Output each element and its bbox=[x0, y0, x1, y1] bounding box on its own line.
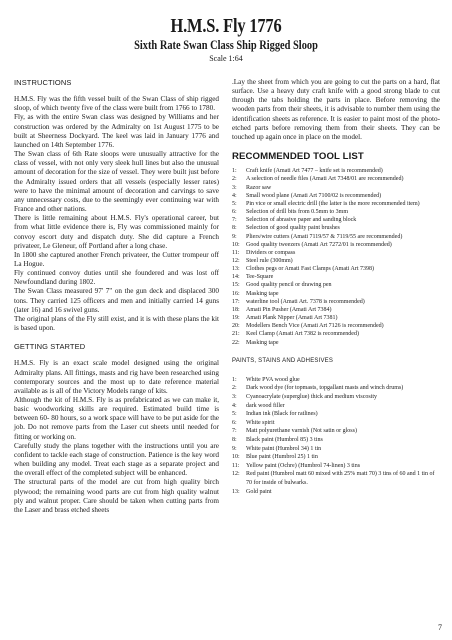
list-item bbox=[232, 241, 440, 249]
list-item bbox=[232, 453, 440, 462]
paragraph: The structural parts of the model are cut from high quality birch plywood; the remaining wood parts are cut from high quality walnut ply and walnut proper. Care should be taken when cutting parts from the Laser and brass etched sheets bbox=[14, 478, 219, 514]
list-item-number: 3: bbox=[232, 394, 237, 401]
list-item bbox=[232, 427, 440, 436]
list-item bbox=[232, 273, 440, 281]
list-item bbox=[232, 402, 440, 411]
paragraph: .Lay the sheet from which you are going to cut the parts on a hard, flat surface. Use a heavy duty craft knife with a good strong blade to cut through the tabs holding the parts in place. Before removing the wooden parts from their sheets, it is advisable to number them using the identification sheets as reference. It is easier to paint most of the photo-etched parts before removing them from their sheets. They can be touched up again once in place on the model. bbox=[232, 78, 440, 141]
list-item-text: Matt polyurethane varnish (Not satin or gloss) bbox=[246, 428, 357, 435]
paragraph: H.M.S. Fly is an exact scale model designed using the original Admiralty plans. All fittings, masts and rig have been researched using contemporary sources and the most up to date reference material available as is all of the Victory Models range of kits. bbox=[14, 359, 219, 395]
list-item-number: 6: bbox=[232, 419, 237, 426]
list-item-text: Red paint (Humbrol matt 60 mixed with 25% matt 70) 3 tins of 60 and 1 tin of 70 for inside of bulwarks. bbox=[246, 471, 435, 486]
list-item-number: 1: bbox=[232, 168, 237, 175]
paragraph: Carefully study the plans together with the instructions until you are confident to tackle each stage of construction. Patience is the key word when building any model. Treat each stage as a separate project and the overall effect of the completed subject will be enhanced. bbox=[14, 441, 219, 478]
list-item bbox=[232, 200, 440, 208]
list-item-number: 18: bbox=[232, 306, 240, 313]
list-item-text: White paint (Humbrol 34) 1 tin bbox=[246, 445, 322, 452]
page-subtitle: Sixth Rate Swan Class Ship Rigged Sloop bbox=[134, 37, 318, 52]
list-item bbox=[232, 233, 440, 241]
list-item-number: 13: bbox=[232, 266, 240, 273]
page-number: 7 bbox=[438, 623, 442, 632]
list-item-number: 17: bbox=[232, 298, 240, 305]
list-item-number: 15: bbox=[232, 282, 240, 289]
list-item bbox=[232, 216, 440, 224]
list-item bbox=[232, 470, 440, 487]
list-item-number: 13: bbox=[232, 488, 240, 495]
list-item-text: Small wood plane (Amati Art 7100/02 is recommended) bbox=[246, 192, 382, 199]
list-item-number: 2: bbox=[232, 176, 237, 183]
list-item-number: 14: bbox=[232, 274, 240, 281]
list-item bbox=[232, 249, 440, 257]
list-item-text: Cyanoacrylate (superglue) thick and medium viscosity bbox=[246, 394, 378, 401]
paragraph: H.M.S. Fly was the fifth vessel built of the Swan Class of ship rigged sloop, of which twenty five of the class were built from 1766 to 1780. bbox=[14, 95, 219, 113]
list-item bbox=[232, 192, 440, 200]
list-item-number: 11: bbox=[232, 462, 240, 469]
right-column bbox=[232, 78, 440, 496]
list-item-text: Modellers Bench Vice (Amati Art 7126 is recommended) bbox=[246, 323, 384, 330]
list-item-number: 9: bbox=[232, 445, 237, 452]
paragraph: In 1800 she captured another French privateer, the Cutter trompeur off La Hogue. bbox=[14, 250, 219, 268]
list-item bbox=[232, 488, 440, 497]
list-item-text: Amati Plank Nipper (Amati Art 7381) bbox=[246, 315, 338, 322]
paints-heading: PAINTS, STAINS AND ADHESIVES bbox=[232, 357, 334, 364]
list-item-text: Good quality tweezers (Amati Art 7272/01 is recommended) bbox=[246, 241, 392, 248]
list-item-text: White spirit bbox=[246, 419, 275, 426]
list-item-number: 16: bbox=[232, 290, 240, 297]
list-item bbox=[232, 167, 440, 175]
list-item-text: White PVA wood glue bbox=[246, 376, 300, 383]
list-item-text: Gold paint bbox=[246, 488, 272, 495]
list-item-text: Indian ink (Black for ratlines) bbox=[246, 411, 318, 418]
list-item bbox=[232, 306, 440, 314]
list-item bbox=[232, 224, 440, 232]
list-item bbox=[232, 445, 440, 454]
list-item bbox=[232, 175, 440, 183]
list-item-text: Selection of good quality paint brushes bbox=[246, 225, 340, 232]
left-column bbox=[14, 78, 219, 515]
list-item-number: 11: bbox=[232, 249, 240, 256]
list-item bbox=[232, 290, 440, 298]
list-item-number: 2: bbox=[232, 385, 237, 392]
list-item bbox=[232, 298, 440, 306]
list-item-text: A selection of needle files (Amati Art 7348/01 are recommended) bbox=[246, 176, 404, 183]
list-item-text: Dividers or compass bbox=[246, 249, 296, 256]
paragraph: Fly, as with the entire Swan class was designed by Williams and her construction was ordered by the Admiralty on 1st August 1775 to be built at Sheerness Dockyard. The keel was laid in January 1776 and launched on 14th September 1776. bbox=[14, 113, 219, 149]
list-item-text: Pin vice or small electric drill (the latter is the more recommended item) bbox=[246, 200, 420, 207]
list-item-text: Masking tape bbox=[246, 339, 279, 346]
scale-label: Scale 1:64 bbox=[209, 54, 243, 63]
list-item-text: Amati Pin Pusher (Amati Art 7384) bbox=[246, 306, 332, 313]
list-item-text: waterline tool (Amati Art. 7378 is recommended) bbox=[246, 298, 365, 305]
paragraph: Although the kit of H.M.S. Fly is as prefabricated as we can make it, basic woodworking skills are required. Estimated build time is between 60- 80 hours, so a work space will have to be put aside for the job. Do not remove parts from the Laser cut sheets until needed for fitting or working on. bbox=[14, 396, 219, 441]
list-item-text: Selection of abrasive paper and sanding block bbox=[246, 217, 357, 224]
list-item-number: 10: bbox=[232, 454, 240, 461]
list-item-number: 4: bbox=[232, 402, 237, 409]
list-item-text: Black paint (Humbrol 85) 3 tins bbox=[246, 437, 323, 443]
list-item-text: Pliers/wire cutters (Amati 7119/57 & 7119/55 are recommended) bbox=[246, 233, 403, 240]
list-item-number: 1: bbox=[232, 376, 237, 383]
paragraph: There is little remaining about H.M.S. Fly's operational career, but from what little evidence there is, Fly was commissioned mainly for convoy escort duty and dispatch duty. She did capture a French privateer, Le Gleneur, off Portland after a long chase. bbox=[14, 214, 219, 250]
list-item-number: 10: bbox=[232, 241, 240, 248]
list-item-number: 20: bbox=[232, 323, 240, 330]
list-item-text: Tee-Square bbox=[246, 274, 274, 281]
list-item bbox=[232, 462, 440, 471]
list-item-text: Steel rule (300mm) bbox=[246, 257, 293, 264]
paints-list bbox=[232, 376, 440, 496]
page-header bbox=[0, 0, 452, 64]
list-item-text: Blue paint (Humbrol 25) 1 tin bbox=[246, 454, 318, 461]
page-title: H.M.S. Fly 1776 bbox=[170, 15, 282, 37]
getting-started-heading: GETTING STARTED bbox=[14, 342, 86, 352]
tool-list bbox=[232, 167, 440, 346]
list-item bbox=[232, 384, 440, 393]
list-item-number: 21: bbox=[232, 331, 240, 338]
list-item-number: 4: bbox=[232, 192, 237, 199]
list-item-text: Dark wood dye (for topmasts, topgallant masts and winch drums) bbox=[246, 385, 404, 392]
tool-list-heading: RECOMMENDED TOOL LIST bbox=[232, 151, 364, 163]
list-item-text: Good quality pencil or drawing pen bbox=[246, 282, 332, 289]
list-item-number: 3: bbox=[232, 184, 237, 191]
list-item bbox=[232, 436, 440, 445]
paragraph: The original plans of the Fly still exist, and it is with these plans the kit is based upon. bbox=[14, 314, 219, 333]
list-item-text: Razor saw bbox=[246, 184, 272, 191]
list-item-number: 22: bbox=[232, 339, 240, 346]
list-item-text: Selection of drill bits from 0.5mm to 3mm bbox=[246, 209, 348, 216]
list-item-number: 7: bbox=[232, 217, 237, 224]
list-item bbox=[232, 208, 440, 216]
list-item-text: Masking tape bbox=[246, 290, 279, 297]
list-item-number: 5: bbox=[232, 200, 237, 207]
list-item-number: 9: bbox=[232, 233, 237, 240]
list-item bbox=[232, 419, 440, 428]
list-item bbox=[232, 376, 440, 385]
list-item-text: Clothes pegs or Amati Fast Clamps (Amati Art 7398) bbox=[246, 266, 374, 273]
list-item-number: 8: bbox=[232, 225, 237, 232]
list-item-number: 12: bbox=[232, 471, 240, 478]
list-item-text: Keel Clamp (Amati Art 7382 is recommended) bbox=[246, 331, 359, 338]
paragraph: The Swan Class measured 97' 7" on the gun deck and displaced 300 tons. They carried 125 officers and men and initially carried 14 guns (later 16) and 16 swivel guns. bbox=[14, 287, 219, 314]
list-item bbox=[232, 322, 440, 330]
list-item bbox=[232, 410, 440, 419]
paragraph: The Swan class of 6th Rate sloops were unusually attractive for the class of vessel, with not only very sleek hull lines but also the unusual amount of decoration for the size of vessel. They were built just before the Admiralty issued orders that all vessels (especially lesser rates) were to have the minimal amount of decoration and carvings to save any unnecessary costs, due to the seemingly ever continuing war with France and other nations. bbox=[14, 150, 219, 214]
list-item bbox=[232, 314, 440, 322]
list-item-number: 5: bbox=[232, 411, 237, 418]
list-item bbox=[232, 281, 440, 289]
list-item bbox=[232, 184, 440, 192]
list-item bbox=[232, 393, 440, 402]
list-item-text: Craft knife (Amati Art 7477 – knife set is recommended) bbox=[246, 168, 383, 175]
instructions-heading: INSTRUCTIONS bbox=[14, 78, 72, 87]
list-item-text: Yellow paint (Ochre) (Humbrol 74-linen) 3 tins bbox=[246, 462, 361, 469]
list-item bbox=[232, 339, 440, 347]
list-item bbox=[232, 330, 440, 338]
list-item-number: 6: bbox=[232, 209, 237, 216]
paragraph: Fly continued convoy duties until she foundered and was lost off Newfoundland during 1802. bbox=[14, 269, 219, 287]
list-item-number: 19: bbox=[232, 315, 240, 322]
list-item bbox=[232, 265, 440, 273]
list-item bbox=[232, 257, 440, 265]
list-item-text: dark wood filler bbox=[246, 402, 285, 409]
list-item-number: 7: bbox=[232, 428, 237, 435]
list-item-number: 12: bbox=[232, 257, 240, 264]
list-item-number: 8: bbox=[232, 437, 237, 443]
